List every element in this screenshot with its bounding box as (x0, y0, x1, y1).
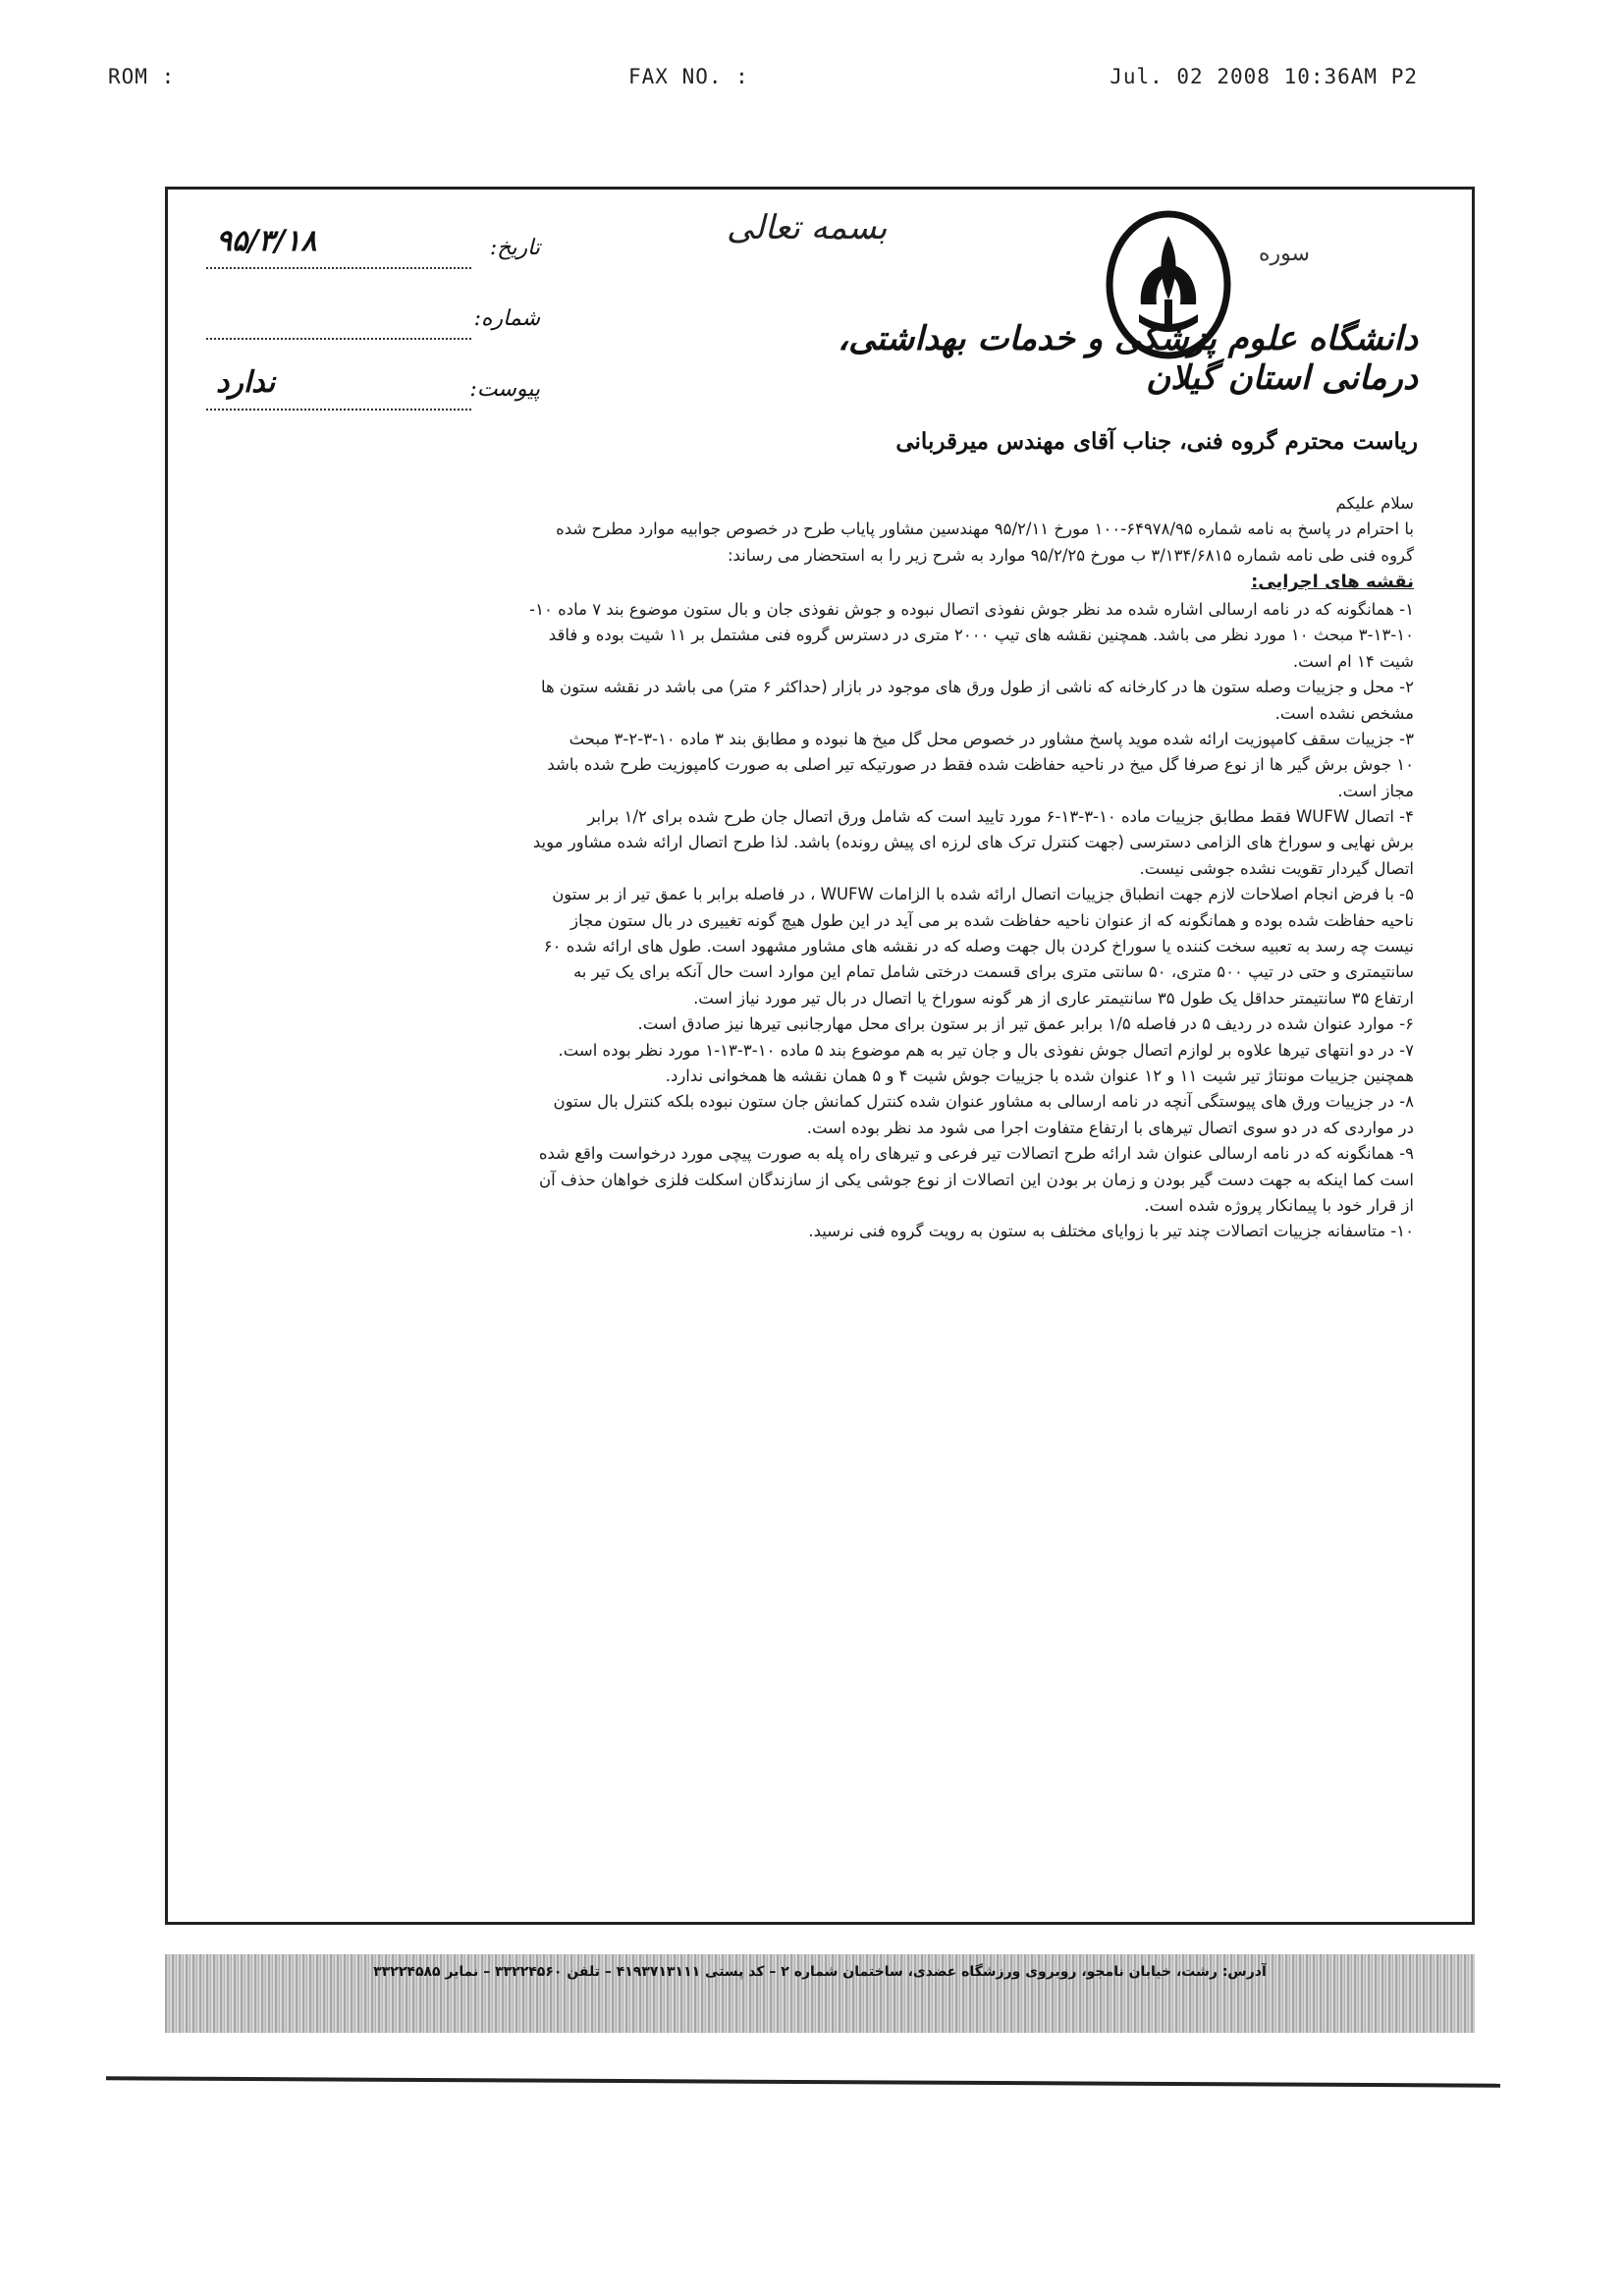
letter-paragraph: ۶- موارد عنوان شده در ردیف ۵ در فاصله ۱/۵ برابر عمق تیر از بر ستون برای محل مهارجانبی تیرها نیز صادق است. (637, 1014, 1414, 1034)
letter-paragraph: ۸- در جزییات ورق های پیوستگی آنچه در نامه ارسالی به مشاور عنوان شده کنترل کمانش جان ستون نبوده بلکه کنترل بال ستون (553, 1092, 1414, 1112)
letter-paragraph: ۱- همانگونه که در نامه ارسالی اشاره شده مد نظر جوش نفوذی اتصال نبوده و جوش نفوذی جان و بال ستون موضوع بند ۷ ماده ۱۰- (529, 599, 1414, 619)
section-heading: نقشه های اجرایی: (1251, 572, 1414, 593)
letter-paragraph: ۵- با فرض انجام اصلاحات لازم جهت انطباق جزییات اتصال ارائه شده با الزامات WUFW ، در فاصله برابر با عمق تیر از بر ستون (552, 885, 1414, 904)
letter-paragraph: ارتفاع ۳۵ سانتیمتر حداقل یک طول ۳۵ سانتیمتر عاری از هر گونه سوراخ یا اتصال در بال تیر مورد نیاز است. (693, 988, 1414, 1008)
letter-paragraph: گروه فنی طی نامه شماره ۳/۱۳۴/۶۸۱۵ ب مورخ ۹۵/۲/۲۵ موارد به شرح زیر را به استحضار می رساند: (727, 545, 1414, 565)
attachment-label: پیوست: (469, 377, 540, 402)
date-label: تاریخ: (489, 236, 540, 260)
fax-header (0, 65, 1624, 104)
letter-paragraph: ۴- اتصال WUFW فقط مطابق جزییات ماده ۱۰-۳-۱۳-۶ مورد تایید است که شامل ورق اتصال جان طرح شده برای ۱/۲ برابر (587, 807, 1414, 827)
footer-address: آدرس: رشت، خیابان نامجو، روبروی ورزشگاه عضدی، ساختمان شماره ۲ – کد پستی ۴۱۹۳۷۱۳۱۱۱ – تلفن ۳۳۲۲۴۵۶۰ – نمابر ۳۳۲۲۴۵۸۵ (373, 1964, 1267, 1980)
letter-paragraph: ۱۰- متاسفانه جزییات اتصالات چند تیر با زوایای مختلف به ستون به رویت گروه فنی نرسید. (808, 1222, 1414, 1241)
letter-paragraph: ۱۰ جوش برش گیر ها از نوع صرفا گل میخ در ناحیه حفاظت شده فقط در صورتیکه تیر اصلی به صورت کامپوزیت طرح شده باشد (547, 755, 1414, 775)
fax-date-time: Jul. 02 2008 10:36AM P2 (1110, 65, 1418, 88)
letter-paragraph: است کما اینکه به جهت دست گیر بودن و زمان بر بودن این اتصالات از نوع جوشی یکی از سازندگان اسکلت فلزی خواهان حذف آن (538, 1170, 1414, 1189)
date-handwritten: ۹۵/۳/۱۸ (216, 224, 317, 258)
fax-from-label: ROM : (108, 65, 176, 88)
letter-paragraph: ۳- جزییات سقف کامپوزیت ارائه شده موید پاسخ مشاور در خصوص محل گل میخ ها نبوده و مطابق بند ۳ ماده ۱۰-۳-۲-۳ مبحث (568, 729, 1414, 748)
number-label: شماره: (473, 306, 540, 331)
university-name: دانشگاه علوم پزشکی و خدمات بهداشتی، درمانی استان گیلان (838, 319, 1418, 398)
letter-paragraph: همچنین جزییات مونتاژ تیر شیت ۱۱ و ۱۲ عنوان شده با جزییات جوش شیت ۴ و ۵ همان نقشه ها همخوانی ندارد. (665, 1066, 1414, 1085)
letter-paragraph: از قرار خود با پیمانکار پروژه شده است. (1144, 1195, 1414, 1215)
letter-paragraph: ناحیه حفاظت شده بوده و همانگونه که از عنوان ناحیه حفاظت شده بر می آید در این طول هیچ گونه تغییری در بال ستون مجاز (570, 910, 1414, 930)
letter-greeting: سلام علیکم (1335, 494, 1414, 513)
letter-paragraph: با احترام در پاسخ به نامه شماره ۶۴۹۷۸/۹۵-۱۰۰ مورخ ۹۵/۲/۱۱ مهندسین مشاور پایاب طرح در خصوص جوابیه موارد مطرح شده (556, 519, 1414, 539)
attachment-handwritten: ندارد (216, 365, 276, 400)
letter-meta (206, 224, 540, 448)
letter-paragraph: نیست چه رسد به تعبیه سخت کننده یا سوراخ کردن بال جهت وصله که در نقشه های مشاور مشهود است. طول های ارائه شده ۶۰ (543, 937, 1414, 957)
letter-addressee: ریاست محترم گروه فنی، جناب آقای مهندس میرقربانی (895, 428, 1418, 455)
letter-paragraph: برش نهایی و سوراخ های الزامی دسترسی (جهت کنترل ترک های لرزه ای پیش رونده) باشد. لذا طرح اتصال ارائه شده مشاور موید (532, 833, 1414, 852)
date-line (206, 267, 471, 269)
letter-paragraph: ۷- در دو انتهای تیرها علاوه بر لوازم اتصال جوش نفوذی بال و جان تیر به هم موضوع بند ۵ ماده ۱۰-۳-۱۳-۱ مورد نظر بوده است. (558, 1040, 1414, 1060)
fax-number-label: FAX NO. : (628, 65, 749, 88)
letter-paragraph: شیت ۱۴ ام است. (1292, 651, 1414, 671)
date-row (206, 224, 540, 283)
letter-paragraph: اتصال گیردار تقویت نشده جوشی نیست. (1139, 858, 1414, 878)
bottom-rule (106, 2076, 1500, 2087)
number-row (206, 306, 540, 354)
letter-paragraph: سانتیمتری و حتی در تیپ ۵۰۰ متری، ۵۰ سانتی متری برای قسمت درختی شامل تمام این موارد است حال آنکه برای یک تیر به (572, 962, 1414, 982)
letter-paragraph: مشخص نشده است. (1274, 703, 1414, 723)
letter-body (295, 491, 1414, 1245)
number-line (206, 338, 471, 340)
attachment-row (206, 365, 540, 424)
letter-paragraph: ۹- همانگونه که در نامه ارسالی عنوان شد ارائه طرح اتصالات تیر فرعی و تیرهای راه پله به صورت پیچی مورد درخواست واقع شده (538, 1144, 1414, 1164)
sura-label: سوره (1259, 242, 1310, 266)
letter-paragraph: ۳-۱۳-۱۰ مبحث ۱۰ مورد نظر می باشد. همچنین نقشه های تیپ ۲۰۰۰ متری در دسترس گروه فنی مشتمل بر ۱۱ شیت بوده و فاقد (548, 626, 1414, 645)
letter-paragraph: در مواردی که در دو سوی اتصال تیرهای با ارتفاع متفاوت اجرا می شود مد نظر بوده است. (806, 1118, 1414, 1137)
attachment-line (206, 409, 471, 410)
letter-paragraph: مجاز است. (1337, 781, 1414, 800)
letter-paragraph: ۲- محل و جزییات وصله ستون ها در کارخانه که ناشی از طول ورق های موجود در بازار (حداکثر ۶ متر) می باشد در نقشه ستون ها (541, 678, 1414, 697)
bismillah: بسمه تعالی (727, 208, 888, 247)
